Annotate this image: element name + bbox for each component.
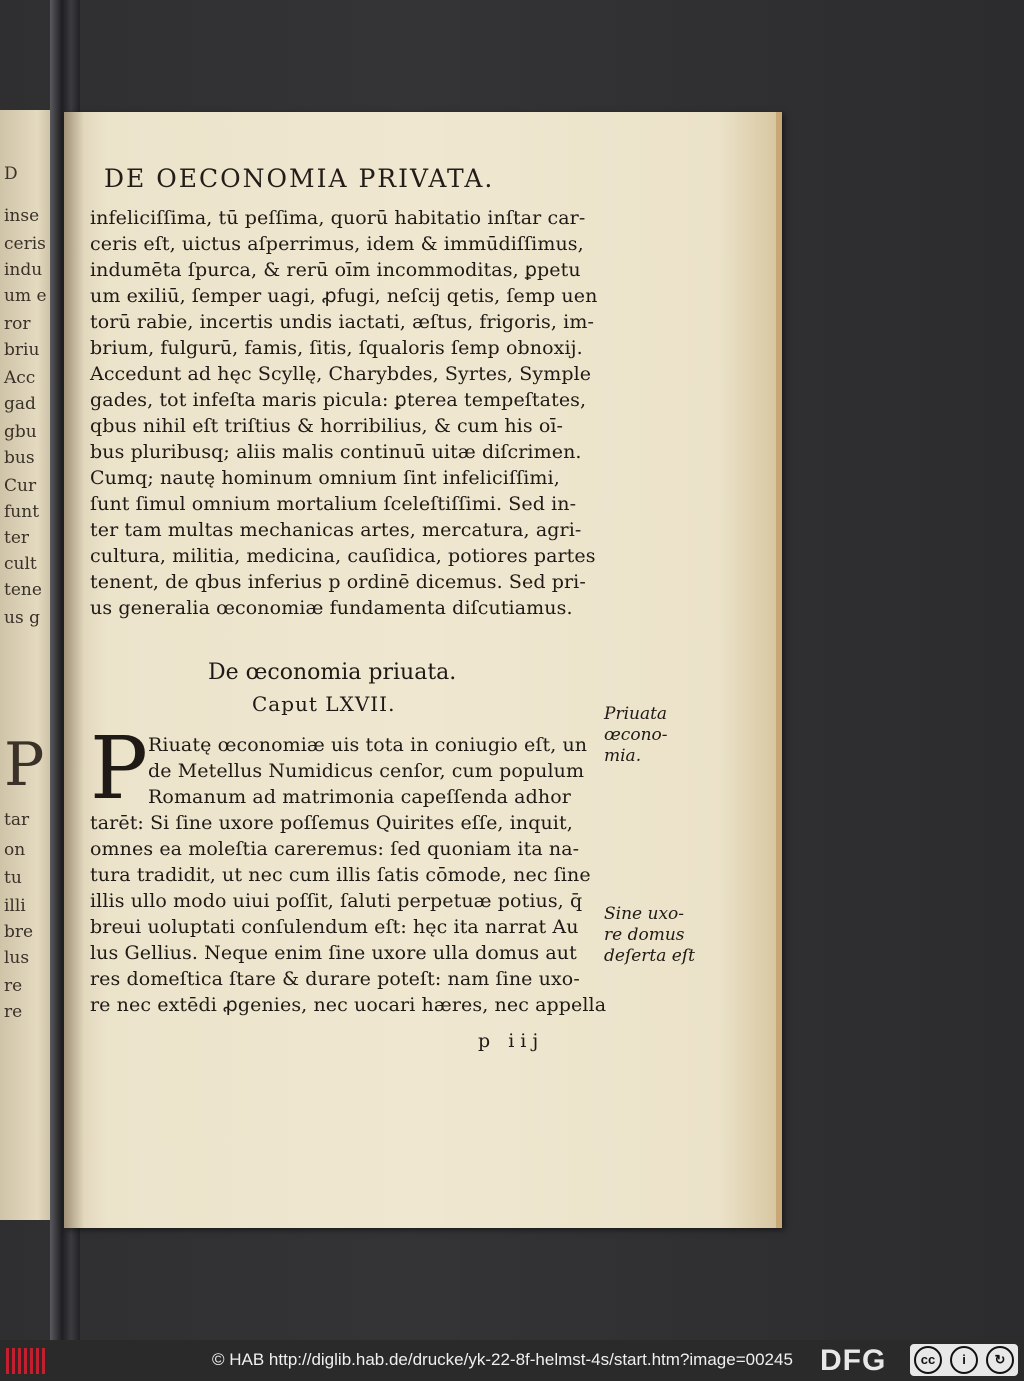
facing-page-fragment: P bbox=[4, 730, 45, 800]
facing-page-fragment: inse bbox=[4, 206, 40, 226]
facing-page-fragment: ter bbox=[4, 528, 30, 548]
marginal-note-priuata bbox=[604, 704, 668, 767]
facing-page-fragment: D bbox=[4, 164, 18, 184]
marginal-line: Sine uxo- bbox=[604, 904, 685, 924]
book-page bbox=[64, 112, 782, 1228]
drop-cap: P bbox=[90, 719, 148, 819]
facing-page-fragment: ror bbox=[4, 314, 31, 334]
text-line: Romanum ad matrimonia capeſſenda adhor bbox=[148, 786, 571, 808]
body-text bbox=[90, 205, 610, 621]
text-line: um exiliū, ſemper uagi, ꝓfugi, neſcij qetis, ſemp uen bbox=[90, 285, 598, 307]
facing-page-fragment: bre bbox=[4, 922, 34, 942]
text-line: qbus nihil eſt triſtius & horribilius, & cum his oī- bbox=[90, 415, 564, 437]
text-line: us generalia œconomiæ fundamenta diſcutiamus. bbox=[90, 597, 573, 619]
by-icon: i bbox=[950, 1346, 978, 1374]
text-line: ſunt ſimul omnium mortalium ſceleſtiſſimi. Sed in- bbox=[90, 493, 577, 515]
section-heading: De œconomia priuata. bbox=[208, 660, 457, 685]
text-line: lus Gellius. Neque enim ſine uxore ulla domus aut bbox=[90, 942, 577, 964]
text-line: re nec extēdi ꝓgenies, nec uocari hæres, nec appella bbox=[90, 994, 607, 1016]
facing-page-fragment: indu bbox=[4, 260, 43, 280]
facing-page-fragment: Cur bbox=[4, 476, 37, 496]
marginal-line: mia. bbox=[604, 746, 642, 766]
cc-license-badge[interactable] bbox=[910, 1344, 1018, 1376]
facing-page-fragment: tu bbox=[4, 868, 22, 888]
text-line: illis ullo modo uiui poſſit, ſaluti perpetuæ potius, q̄ bbox=[90, 890, 583, 912]
text-line: de Metellus Numidicus cenſor, cum populum bbox=[148, 760, 585, 782]
text-line: tenent, de qbus inferius p ordinē dicemus. Sed pri- bbox=[90, 571, 586, 593]
facing-page-fragment: on bbox=[4, 840, 26, 860]
chapter-paragraph bbox=[90, 732, 630, 1018]
signature-mark: p iij bbox=[478, 1030, 545, 1052]
facing-page-fragment: bus bbox=[4, 448, 35, 468]
chapter-label: Caput LXVII. bbox=[252, 692, 396, 716]
facing-page-fragment: Acc bbox=[4, 368, 36, 388]
marginal-line: Priuata bbox=[604, 704, 668, 724]
footer-bar bbox=[0, 1340, 1024, 1381]
facing-page-fragment: tar bbox=[4, 810, 30, 830]
dfg-logo: DFG bbox=[820, 1344, 887, 1377]
text-line: Accedunt ad hęc Scyllę, Charybdes, Syrtes, Symple bbox=[90, 363, 592, 385]
text-line: omnes ea moleſtia careremus: ſed quoniam ita na- bbox=[90, 838, 580, 860]
text-line: cultura, militia, medicina, cauſidica, potiores partes bbox=[90, 545, 596, 567]
text-line: brium, fulgurū, famis, ſitis, ſqualoris ſemp obnoxij. bbox=[90, 337, 583, 359]
facing-page-fragment: ceris bbox=[4, 234, 46, 254]
text-line: res domeſtica ſtare & durare poteſt: nam ſine uxo- bbox=[90, 968, 580, 990]
facing-page-fragment: briu bbox=[4, 340, 40, 360]
text-line: bus pluribusq; aliis malis continuū uitæ diſcrimen. bbox=[90, 441, 582, 463]
text-line: infeliciſſima, tū peſſima, quorū habitatio inſtar car- bbox=[90, 207, 586, 229]
text-line: breui uoluptati conſulendum eſt: hęc ita narrat Au bbox=[90, 916, 579, 938]
facing-page-fragment: gbu bbox=[4, 422, 37, 442]
facing-page-fragment: funt bbox=[4, 502, 40, 522]
gutter-shadow bbox=[64, 112, 84, 1228]
text-line: ceris eſt, uictus aſperrimus, idem & immūdiſſimus, bbox=[90, 233, 584, 255]
facing-page-fragment: tene bbox=[4, 580, 42, 600]
text-line: Riuatę œconomiæ uis tota in coniugio eſt, un bbox=[148, 734, 588, 756]
sa-icon: ↻ bbox=[986, 1346, 1014, 1374]
facing-page-fragment: illi bbox=[4, 896, 26, 916]
text-line: tarēt: Si ſine uxore poſſemus Quirites eſſe, inquit, bbox=[90, 812, 573, 834]
text-line: torū rabie, incertis undis iactati, æſtus, frigoris, im- bbox=[90, 311, 594, 333]
copyright-url[interactable]: © HAB http://diglib.hab.de/drucke/yk-22-8f-helmst-4s/start.htm?image=00245 bbox=[212, 1350, 793, 1369]
facing-page-fragment: um e bbox=[4, 286, 47, 306]
marginal-note-sine-uxore bbox=[604, 904, 695, 967]
running-head: DE OECONOMIA PRIVATA. bbox=[104, 164, 495, 193]
facing-page-fragment: cult bbox=[4, 554, 37, 574]
text-line: gades, tot infeſta maris picula: ꝑterea tempeſtates, bbox=[90, 389, 587, 411]
facing-page-fragment: re bbox=[4, 1002, 23, 1022]
cc-icon: cc bbox=[914, 1346, 942, 1374]
facing-page-fragment: re bbox=[4, 976, 23, 996]
facing-page-fragment: lus bbox=[4, 948, 30, 968]
text-line: tura tradidit, ut nec cum illis ſatis cōmode, nec ſine bbox=[90, 864, 591, 886]
marginal-line: œcono- bbox=[604, 725, 668, 745]
facing-page-fragment: us g bbox=[4, 608, 40, 628]
marginal-line: deſerta eſt bbox=[604, 946, 695, 966]
text-line: indumēta ſpurca, & rerū oīm incommoditas, ꝑpetu bbox=[90, 259, 581, 281]
text-line: ter tam multas mechanicas artes, mercatura, agri- bbox=[90, 519, 582, 541]
text-line: Cumq; nautę hominum omnium ſint infeliciſſimi, bbox=[90, 467, 560, 489]
marginal-line: re domus bbox=[604, 925, 685, 945]
hab-logo-icon bbox=[6, 1348, 46, 1374]
facing-page-fragment: gad bbox=[4, 394, 36, 414]
